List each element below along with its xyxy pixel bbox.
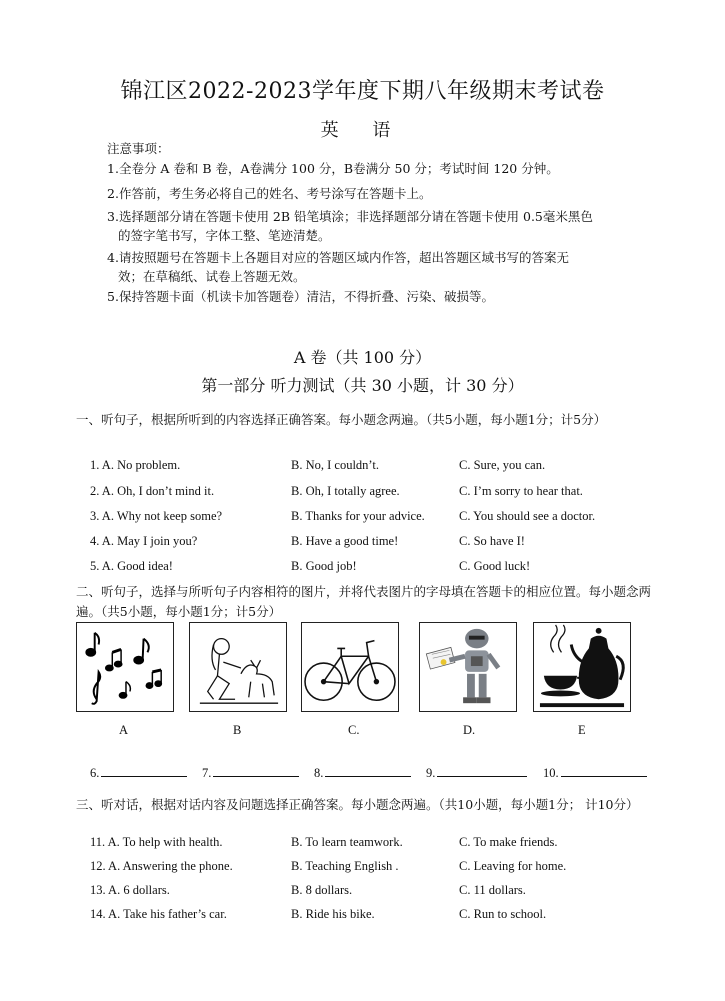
- option-c: C. You should see a doctor.: [459, 509, 596, 523]
- option-a: 11. A. To help with health.: [90, 835, 223, 849]
- picture-label: D.: [463, 723, 476, 737]
- option-b: B. To learn teamwork.: [291, 835, 403, 849]
- robot-icon: [419, 622, 517, 712]
- notes-heading: 注意事项：: [107, 141, 170, 156]
- option-c: C. 11 dollars.: [459, 883, 526, 897]
- subject-title: 英 语: [320, 120, 405, 141]
- option-b: B. Have a good time!: [291, 534, 399, 548]
- bicycle-icon: [301, 622, 399, 712]
- option-a: 12. A. Answering the phone.: [90, 859, 233, 873]
- section-a-title: A 卷（共 100 分）: [293, 348, 432, 367]
- teapot-icon: [533, 622, 631, 712]
- option-c: C. Good luck!: [459, 559, 531, 573]
- option-c: C. I’m sorry to hear that.: [459, 484, 583, 498]
- part3-instructions: 三、听对话，根据对话内容及问题选择正确答案。每小题念两遍。（共10小题，每小题1分； 计10分）: [76, 797, 639, 812]
- part1-title: 第一部分 听力测试（共 30 小题，计 30 分）: [201, 376, 524, 395]
- option-b: B. No, I couldn’t.: [291, 458, 379, 472]
- note-item: 2.作答前，考生务必将自己的姓名、考号涂写在答题卡上。: [107, 186, 432, 201]
- option-b: B. Teaching English .: [291, 859, 399, 873]
- option-c: C. To make friends.: [459, 835, 558, 849]
- option-b: B. Ride his bike.: [291, 907, 375, 921]
- note-item: 5.保持答题卡面（机读卡加答题卷）清洁，不得折叠、污染、破损等。: [107, 289, 494, 304]
- option-c: C. Leaving for home.: [459, 859, 567, 873]
- note-item: 4.请按照题号在答题卡上各题目对应的答题区域内作答，超出答题区域书写的答案无 效；在草稿纸、试卷上答题无效。: [107, 250, 569, 284]
- option-a: 2. A. Oh, I don’t mind it.: [90, 484, 215, 498]
- answer-blank[interactable]: 7.: [202, 764, 299, 781]
- part2-instructions: 二、听句子，选择与所听句子内容相符的图片，并将代表图片的字母填在答题卡的相应位置。每小题念两遍。（共5小题，每小题1分；计5分）: [76, 584, 652, 619]
- girl-with-dog-icon: [189, 622, 287, 712]
- picture-label: A: [119, 723, 129, 737]
- option-a: 4. A. May I join you?: [90, 534, 198, 548]
- option-b: B. Good job!: [291, 559, 357, 573]
- option-a: 5. A. Good idea!: [90, 559, 173, 573]
- page-title: 锦江区2022-2023学年度下期八年级期末考试卷: [120, 79, 605, 104]
- answer-blank[interactable]: 8.: [314, 764, 411, 781]
- part1-instructions: 一、听句子，根据所听到的内容选择正确答案。每小题念两遍。（共5小题，每小题1分；计5分）: [76, 412, 607, 427]
- option-a: 13. A. 6 dollars.: [90, 883, 170, 897]
- answer-blank[interactable]: 10.: [543, 764, 647, 781]
- option-b: B. Oh, I totally agree.: [291, 484, 400, 498]
- option-b: B. Thanks for your advice.: [291, 509, 425, 523]
- answer-blank[interactable]: 9.: [426, 764, 527, 781]
- option-c: C. Sure, you can.: [459, 458, 546, 472]
- note-item: 1.全卷分 A 卷和 B 卷，A卷满分 100 分，B卷满分 50 分；考试时间 120 分钟。: [107, 161, 559, 176]
- picture-label: C.: [348, 723, 360, 737]
- note-item: 3.选择题部分请在答题卡使用 2B 铅笔填涂；非选择题部分请在答题卡使用 0.5毫米黑色 的签字笔书写，字体工整、笔迹清楚。: [107, 209, 593, 243]
- option-a: 1. A. No problem.: [90, 458, 181, 472]
- option-a: 14. A. Take his father’s car.: [90, 907, 227, 921]
- option-c: C. Run to school.: [459, 907, 547, 921]
- picture-label: E: [578, 723, 586, 737]
- option-c: C. So have I!: [459, 534, 525, 548]
- picture-label: B: [233, 723, 242, 737]
- answer-blank[interactable]: 6.: [90, 764, 187, 781]
- music-notes-icon: [76, 622, 174, 712]
- option-b: B. 8 dollars.: [291, 883, 353, 897]
- option-a: 3. A. Why not keep some?: [90, 509, 223, 523]
